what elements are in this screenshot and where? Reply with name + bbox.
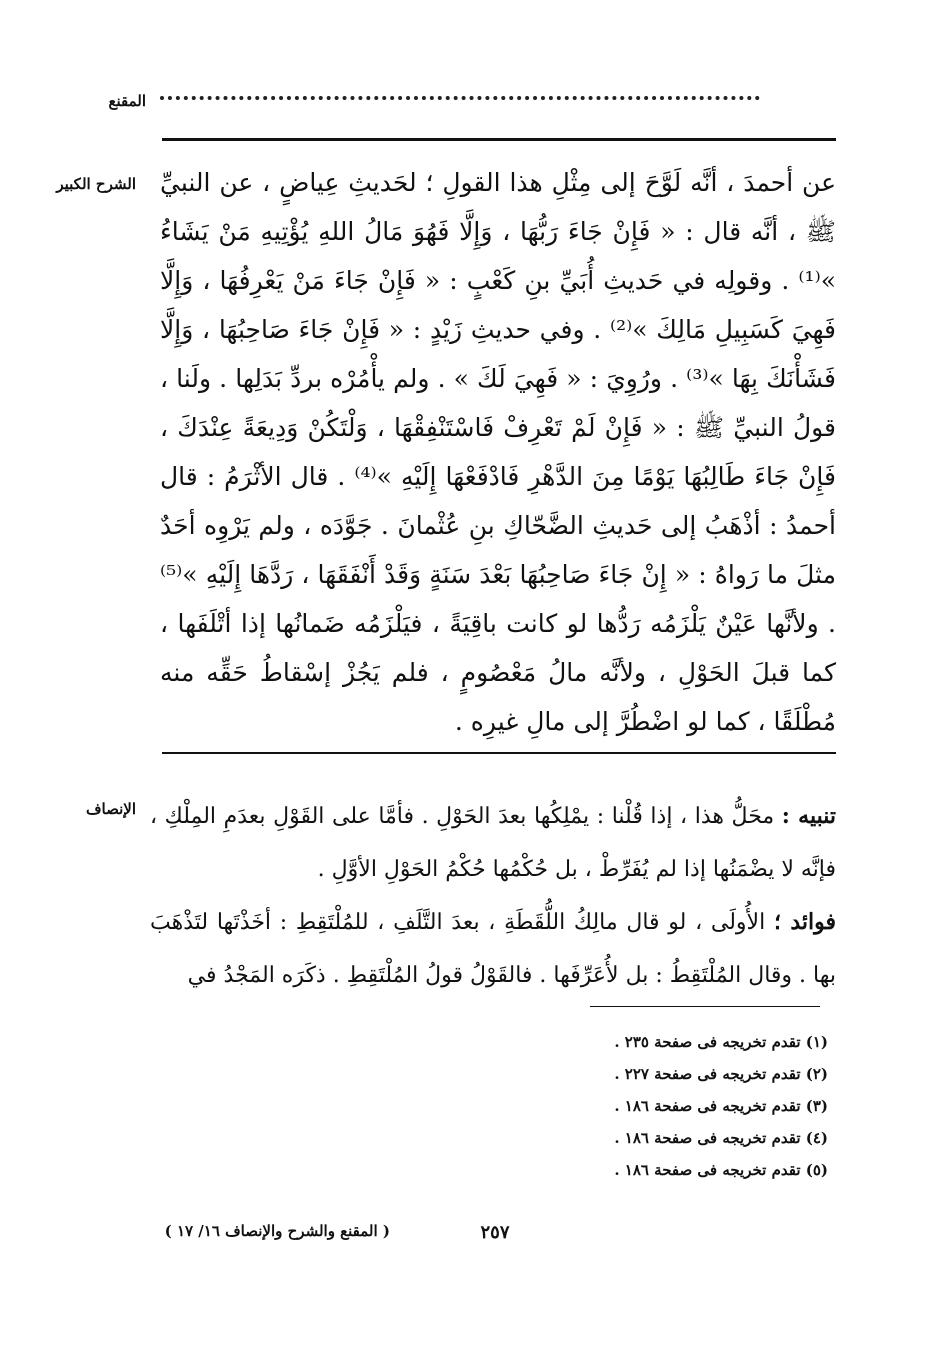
volume-reference: ( المقنع والشرح والإنصاف ١٦/ ١٧ ) [164, 1222, 390, 1240]
footnote-rule [590, 1006, 820, 1007]
header-rule [162, 138, 836, 141]
section-divider [162, 752, 836, 754]
footnote: (٤) تقدم تخريجه فى صفحة ١٨٦ . [614, 1129, 828, 1147]
footnote: (٥) تقدم تخريجه فى صفحة ١٨٦ . [614, 1161, 828, 1179]
fawaid-text: الأُولَى ، لو قال مالِكُ اللُّقَطَةِ ، بعدَ التَّلَفِ ، للمُلْتَقِطِ : أخَذْتَها لتَذْهَبَ بها . وقال المُلْتَقِطُ : بل لأُعَرِّفَها . فالقَوْلُ قولُ المُلْتَقِطِ . ذكَرَه المَجْدُ في [150, 910, 836, 988]
insaf-body-text [150, 790, 836, 1002]
footnote: (٢) تقدم تخريجه فى صفحة ٢٢٧ . [614, 1065, 828, 1083]
header-dotted-line [160, 96, 760, 100]
tanbih-text: محَلُّ هذا ، إذا قُلْنا : يمْلِكُها بعدَ الحَوْلِ . فأمَّا على القَوْلِ بعدَمِ المِلْكِ ، فإنَّه لا يضْمَنُها إذا لم يُفَرِّطْ ، بل حُكْمُها حُكْمُ الحَوْلِ الأوَّلِ . [150, 804, 836, 882]
insaf-paragraph-1 [150, 790, 836, 896]
footnote: (١) تقدم تخريجه فى صفحة ٢٣٥ . [614, 1033, 828, 1051]
side-label-sharh: الشرح الكبير [56, 175, 136, 193]
insaf-paragraph-2 [150, 896, 836, 1002]
footnote: (٣) تقدم تخريجه فى صفحة ١٨٦ . [614, 1097, 828, 1115]
side-label-insaf: الإنصاف [85, 800, 136, 818]
footnotes [448, 1026, 828, 1186]
fawaid-label: فوائد ؛ [773, 909, 836, 935]
page-number: ٢٥٧ [480, 1222, 510, 1243]
tanbih-label: تنبيه : [781, 803, 837, 829]
sharh-body-text: عن أحمدَ ، أنَّه لَوَّحَ إلى مِثْلِ هذا القولِ ؛ لحَديثِ عِياضٍ ، عن النبيِّ ﷺ ، أنَّه قال : « فَإِنْ جَاءَ رَبُّهَا ، وَإِلَّا فَهُوَ مَالُ اللهِ يُؤْتِيهِ مَنْ يَشَاءُ »⁽¹⁾ . وقولِه في حَديثِ أُبَيِّ بنِ كَعْبٍ : « فَإِنْ جَاءَ مَنْ يَعْرِفُهَا ، وَإِلَّا فَهِيَ كَسَبِيلِ مَالِكَ »⁽²⁾ . وفي حديثِ زَيْدٍ : « فَإِنْ جَاءَ صَاحِبُهَا ، وَإِلَّا فَشَأْنَكَ بِهَا »⁽³⁾ . ورُوِيَ : « فَهِيَ لَكَ » . ولم يأْمُرْه بردِّ بَدَلِها . ولَنا ، قولُ النبيِّ ﷺ : « فَإِنْ لَمْ تَعْرِفْ فَاسْتَنْفِقْهَا ، وَلْتَكُنْ وَدِيعَةً عِنْدَكَ ، فَإِنْ جَاءَ طَالِبُهَا يَوْمًا مِنَ الدَّهْرِ فَادْفَعْهَا إِلَيْهِ »⁽⁴⁾ . قال الأثْرَمُ : قال أحمدُ : أذْهَبُ إلى حَديثِ الضَّحّاكِ بنِ عُثْمانَ . جَوَّدَه ، ولم يَرْوِه أحَدٌ مثلَ ما رَواهُ : « إِنْ جَاءَ صَاحِبُهَا بَعْدَ سَنَةٍ وَقَدْ أَنْفَقَهَا ، رَدَّهَا إِلَيْهِ »⁽⁵⁾ . ولأنَّها عَيْنٌ يَلْزَمُه رَدُّها لو كانت باقِيَةً ، فيَلْزَمُه ضَمانُها إذا أتْلَفَها ، كما قبلَ الحَوْلِ ، ولأنَّه مالُ مَعْصُومٍ ، فلم يَجُزْ إسْقاطُ حَقِّه منه مُطْلَقًا ، كما لو اضْطُرَّ إلى مالِ غيرِه . [160, 168, 837, 736]
book-title: المقنع [108, 92, 146, 110]
